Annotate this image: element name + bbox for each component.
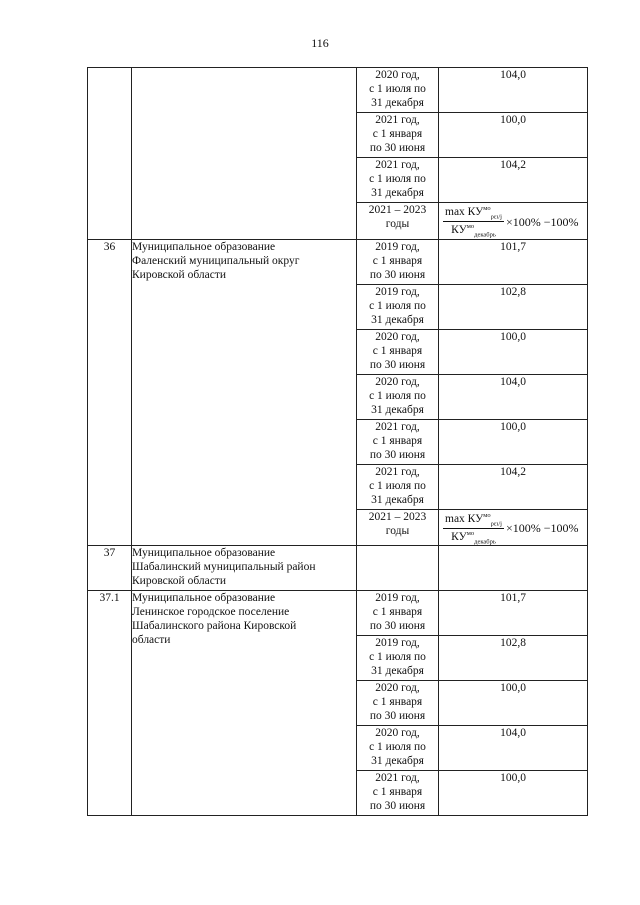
municipality-name: Муниципальное образование Фаленский муниципальный округ Кировской области (132, 239, 357, 546)
period-cell (357, 374, 439, 419)
index-value: 104,0 (500, 375, 526, 388)
formula-tail: ×100% −100% (505, 521, 579, 536)
period-text: 2020 год, с 1 июля по 31 декабря (369, 727, 426, 768)
value-cell (439, 329, 588, 374)
value-cell (439, 284, 588, 329)
index-value: 104,0 (500, 69, 526, 81)
formula-numerator: max КУ (445, 512, 484, 525)
period-cell (357, 284, 439, 329)
municipality-name: Муниципальное образование Шабалинский муниципальный район Кировской области (132, 546, 357, 591)
table-row (88, 68, 588, 113)
value-cell (439, 113, 588, 158)
period-text: 2021 год, с 1 июля по 31 декабря (369, 159, 426, 199)
period-text: 2021 год, с 1 июля по 31 декабря (369, 465, 426, 506)
period-cell (357, 158, 439, 203)
period-cell (357, 113, 439, 158)
value-cell (439, 546, 588, 591)
period-cell (357, 203, 439, 240)
formula-denominator: КУ (451, 224, 467, 237)
formula-num-sup: мо (483, 511, 491, 519)
value-cell (439, 726, 588, 771)
period-text: 2019 год, с 1 января по 30 июня (369, 240, 426, 281)
formula-cell (439, 203, 588, 240)
index-value: 101,7 (500, 240, 526, 253)
value-cell (439, 68, 588, 113)
row-number: 37.1 (88, 591, 132, 816)
value-cell (439, 591, 588, 636)
index-value: 100,0 (500, 772, 526, 785)
row-number: 37 (88, 546, 132, 591)
index-value: 100,0 (500, 682, 526, 695)
formula-num-sub: ρει/j (490, 519, 502, 527)
formula-den-sub: декабрь (474, 231, 496, 239)
period-cell (357, 726, 439, 771)
formula-den-sub: декабрь (474, 538, 496, 546)
value-cell (439, 636, 588, 681)
formula-numerator: max КУ (445, 206, 484, 218)
period-text: 2020 год, с 1 января по 30 июня (369, 682, 426, 723)
table-row (88, 546, 588, 591)
period-cell (357, 591, 439, 636)
period-text: 2019 год, с 1 января по 30 июня (369, 592, 426, 633)
formula-den-sup: мо (466, 223, 475, 231)
formula-num-sub: ρει/j (490, 213, 502, 221)
value-cell (439, 239, 588, 284)
table-row (88, 591, 588, 636)
period-cell (357, 68, 439, 113)
municipality-name (132, 68, 357, 240)
formula-denominator: КУ (451, 530, 467, 543)
tariff-formula (439, 203, 587, 239)
period-text: 2020 год, с 1 июля по 31 декабря (369, 375, 426, 416)
municipality-name: Муниципальное образование Ленинское городское поселение Шабалинского района Кировской области (132, 591, 357, 816)
period-text: 2021 год, с 1 января по 30 июня (369, 114, 426, 154)
value-cell (439, 681, 588, 726)
period-cell (357, 771, 439, 816)
formula-den-sup: мо (466, 530, 475, 538)
formula-tail: ×100% −100% (505, 214, 579, 229)
index-value: 100,0 (500, 330, 526, 343)
period-cell (357, 636, 439, 681)
row-number (88, 68, 132, 240)
period-cell (357, 509, 439, 546)
period-cell (357, 239, 439, 284)
tariff-table (87, 67, 588, 816)
index-value: 100,0 (500, 114, 526, 126)
period-cell (357, 464, 439, 509)
period-text: 2020 год, с 1 января по 30 июня (369, 330, 426, 371)
index-value: 102,8 (500, 637, 526, 650)
formula-num-sup: мо (483, 205, 491, 213)
index-value: 102,8 (500, 285, 526, 298)
period-cell (357, 419, 439, 464)
value-cell (439, 771, 588, 816)
index-value: 104,0 (500, 727, 526, 740)
period-text: 2021 год, с 1 января по 30 июня (369, 772, 426, 813)
period-cell (357, 329, 439, 374)
formula-cell (439, 509, 588, 546)
index-value: 104,2 (500, 159, 526, 171)
period-cell (357, 546, 439, 591)
period-text: 2021 – 2023 годы (368, 510, 427, 537)
row-number: 36 (88, 239, 132, 546)
index-value: 104,2 (500, 465, 526, 478)
index-value: 100,0 (500, 420, 526, 433)
value-cell (439, 158, 588, 203)
period-text: 2019 год, с 1 июля по 31 декабря (369, 637, 426, 678)
value-cell (439, 419, 588, 464)
tariff-formula (439, 510, 587, 546)
value-cell (439, 374, 588, 419)
period-text: 2019 год, с 1 июля по 31 декабря (369, 285, 426, 326)
index-value: 101,7 (500, 592, 526, 605)
period-text: 2021 год, с 1 января по 30 июня (369, 420, 426, 461)
period-text: 2021 – 2023 годы (368, 204, 427, 230)
table-row (88, 239, 588, 284)
period-cell (357, 681, 439, 726)
value-cell (439, 464, 588, 509)
page-number: 116 (311, 36, 329, 50)
period-text: 2020 год, с 1 июля по 31 декабря (369, 69, 426, 109)
